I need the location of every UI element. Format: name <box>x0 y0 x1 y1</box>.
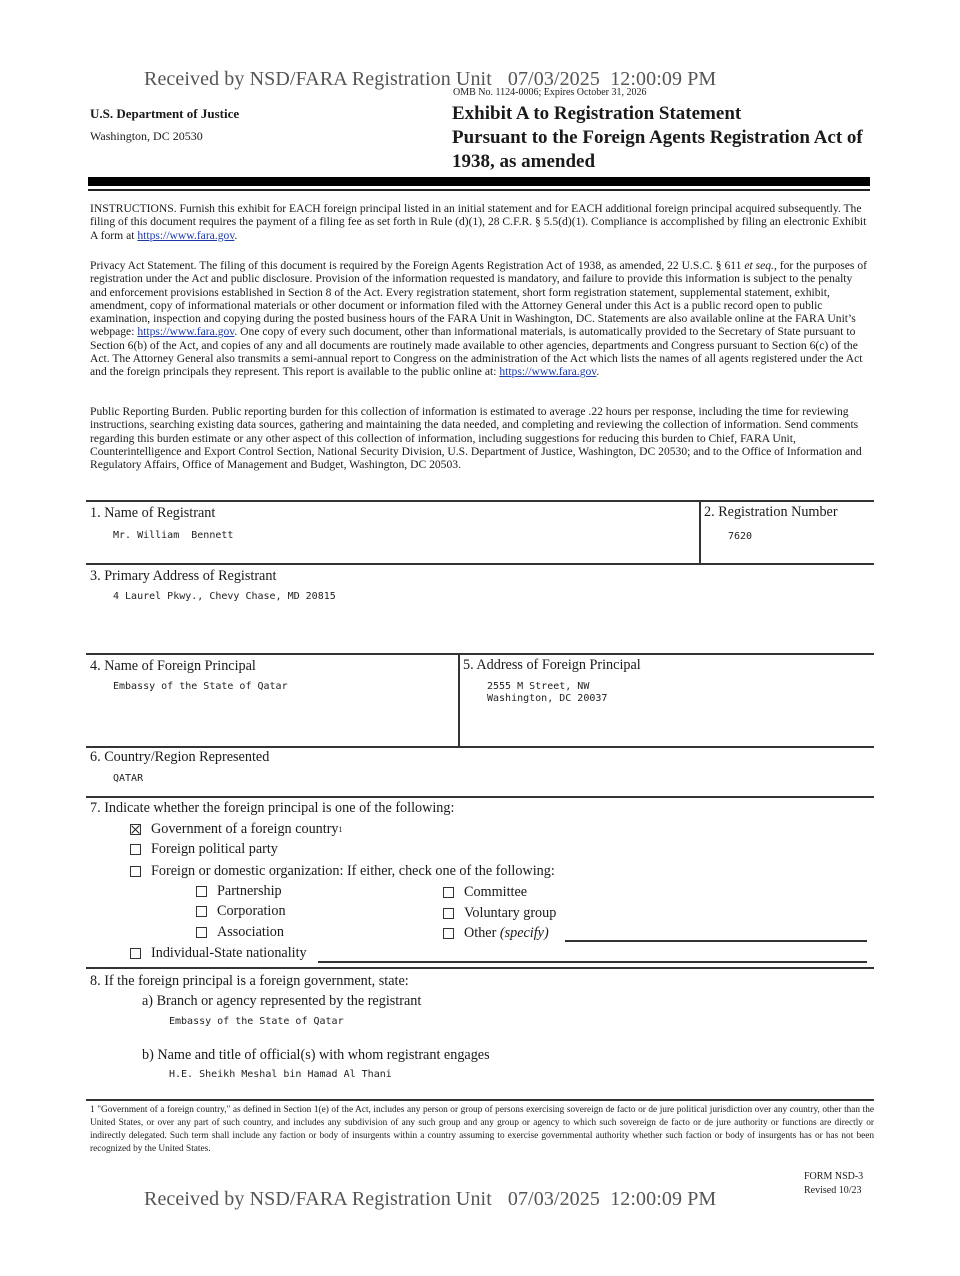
checkbox-icon[interactable] <box>443 908 454 919</box>
privacy-text-2: , for the purposes of registration under the Act and public disclosure. Provision of the information requested is mandatory, and failure to provide this information is subject to the penalty and enforcement provisions established in Section 8 of the Act. Every registration statement, short form registration statement, supplemental statement, exhibit, amendment, copy of informational materials or other document or information filed with the Attorney General under this Act is a public record open to public examination, inspection and copying during the posted business hours of the FARA Unit in Washington, DC. Statements are also available online at the FARA Unit’s webpage: <box>90 259 867 339</box>
branch-agency-field[interactable]: Embassy of the State of Qatar <box>169 1016 344 1027</box>
section-divider <box>86 796 874 798</box>
header-divider-thin <box>88 189 870 191</box>
country-field[interactable]: QATAR <box>113 773 144 784</box>
checkbox-icon[interactable] <box>196 906 207 917</box>
stamp-text: Received by NSD/FARA Registration Unit <box>144 1188 492 1210</box>
section-divider <box>86 746 874 748</box>
fara-link[interactable]: https://www.fara.gov <box>137 325 235 339</box>
title-line-1: Exhibit A to Registration Statement <box>452 103 742 124</box>
section-7-label: 7. Indicate whether the foreign principal is one of the following: <box>90 800 455 816</box>
option-label: Individual-State nationality <box>151 945 307 961</box>
omb-number: OMB No. 1124-0006; Expires October 31, 2026 <box>453 87 647 98</box>
option-political-party[interactable] <box>130 841 278 858</box>
registrant-name-field[interactable]: Mr. William Bennett <box>113 530 234 541</box>
option-label: Partnership <box>217 883 282 899</box>
registrant-address-field[interactable]: 4 Laurel Pkwy., Chevy Chase, MD 20815 <box>113 591 336 602</box>
fara-link[interactable]: https://www.fara.gov <box>137 228 235 242</box>
other-specify-input[interactable] <box>565 940 867 942</box>
title-line-3: 1938, as amended <box>452 151 596 172</box>
privacy-end: . <box>596 365 600 379</box>
privacy-paragraph <box>90 259 870 379</box>
section-divider <box>86 563 874 565</box>
option-organization[interactable] <box>130 863 555 880</box>
burden-paragraph: Public Reporting Burden. Public reporting burden for this collection of information is estimated to average .22 hours per response, including the time for reviewing instructions, searching existing data sources, gathering and maintaining the data needed, and completing and reviewing the collection of information. Send comments regarding this burden estimate or any other aspect of this collection of information, including suggestions for reducing this burden to Chief, FARA Unit, Counterintelligence and Export Control Section, National Security Division, U.S. Department of Justice, Washington, DC 20530; and to the Office of Information and Regulatory Affairs, Office of Management and Budget, Washington, DC 20503. <box>90 405 862 472</box>
foreign-principal-name-label: 4. Name of Foreign Principal <box>90 658 256 674</box>
checkbox-icon[interactable] <box>130 948 141 959</box>
form-id <box>804 1170 863 1198</box>
foreign-principal-name-field[interactable]: Embassy of the State of Qatar <box>113 681 288 692</box>
option-corporation[interactable] <box>196 903 286 920</box>
section-8-label: 8. If the foreign principal is a foreign government, state: <box>90 973 409 989</box>
section-divider <box>86 500 874 502</box>
checkbox-checked-icon[interactable] <box>130 824 141 835</box>
option-label: Other <box>464 925 497 941</box>
column-divider <box>458 653 460 747</box>
option-label: Committee <box>464 884 528 900</box>
official-name-label: b) Name and title of official(s) with whom registrant engages <box>142 1047 490 1063</box>
footnote-ref: 1 <box>338 825 343 834</box>
stamp-date: 07/03/2025 <box>507 1188 600 1210</box>
registrant-address-label: 3. Primary Address of Registrant <box>90 568 277 584</box>
section-divider <box>86 653 874 655</box>
foreign-principal-address-label: 5. Address of Foreign Principal <box>463 657 641 673</box>
option-label: Government of a foreign country <box>151 821 339 837</box>
footnote: 1 "Government of a foreign country," as defined in Section 1(e) of the Act, includes any person or group of persons exercising sovereign de facto or de jure political jurisdiction over any country, other than the United States, or over any part of such country, and includes any subdivision of any such group and any group or agency to which such sovereign de facto or de jure authority or functions are directly or indirectly delegated. Such term shall include any faction or body of insurgents within a country assuming to exercise governmental authority whether such faction or body of insurgents has or has not been recognized by the United States. <box>90 1105 874 1154</box>
branch-agency-label: a) Branch or agency represented by the registrant <box>142 993 422 1009</box>
footnote-divider <box>86 1099 874 1101</box>
instructions-text: INSTRUCTIONS. Furnish this exhibit for EACH foreign principal listed in an initial statement and for EACH additional foreign principal acquired subsequently. The filing of this document requires the payment of a filing fee as set forth in Rule (d)(1), 28 C.F.R. § 5.5(d)(1). Compliance is accomplished by filing an electronic Exhibit A form at <box>90 202 867 242</box>
option-label-italic: (specify) <box>499 925 549 941</box>
stamp-date: 07/03/2025 <box>507 68 600 90</box>
form-revision: Revised 10/23 <box>804 1185 862 1196</box>
option-government[interactable] <box>130 821 343 838</box>
option-voluntary-group[interactable] <box>443 905 556 922</box>
checkbox-icon[interactable] <box>443 928 454 939</box>
checkbox-icon[interactable] <box>130 866 141 877</box>
instructions-paragraph <box>90 202 870 242</box>
option-partnership[interactable] <box>196 883 282 900</box>
option-individual[interactable] <box>130 945 307 962</box>
fara-link[interactable]: https://www.fara.gov <box>499 365 597 379</box>
official-name-field[interactable]: H.E. Sheikh Meshal bin Hamad Al Thani <box>169 1069 392 1080</box>
checkbox-icon[interactable] <box>196 927 207 938</box>
nationality-input[interactable] <box>318 961 867 963</box>
checkbox-icon[interactable] <box>196 886 207 897</box>
option-label: Foreign political party <box>151 841 278 857</box>
section-divider <box>86 967 874 969</box>
registration-number-label: 2. Registration Number <box>704 504 838 520</box>
checkbox-icon[interactable] <box>443 887 454 898</box>
privacy-text-1: Privacy Act Statement. The filing of this document is required by the Foreign Agents Registration Act of 1938, as amended, 22 U.S.C. § 611 <box>90 259 745 272</box>
stamp-time: 12:00:09 PM <box>610 68 717 90</box>
instructions-end: . <box>234 228 238 242</box>
title-line-2: Pursuant to the Foreign Agents Registration Act of <box>452 127 863 148</box>
address-line-1: 2555 M Street, NW <box>487 681 590 692</box>
country-label: 6. Country/Region Represented <box>90 749 270 765</box>
option-association[interactable] <box>196 924 284 941</box>
form-number: FORM NSD-3 <box>804 1171 864 1182</box>
registrant-name-label: 1. Name of Registrant <box>90 505 216 521</box>
stamp-text: Received by NSD/FARA Registration Unit <box>144 68 492 90</box>
agency-address: Washington, DC 20530 <box>90 129 203 143</box>
option-label: Association <box>217 924 284 940</box>
privacy-italic: et seq. <box>744 259 774 272</box>
privacy-text-3: . One copy of every such document, other than informational materials, is automatically provided to the Secretary of State pursuant to Section 6(b) of the Act, and copies of any and all documents are routinely made available to other agencies, departments and Congress pursuant to Section 6(c) of the Act. The Attorney General also transmits a semi-annual report to Congress on the administration of the Act which lists the names of all agents registered under the Act and the foreign principals they represent. This report is available to the public online at: <box>90 325 863 379</box>
stamp-time: 12:00:09 PM <box>610 1188 717 1210</box>
option-label: Corporation <box>217 903 286 919</box>
option-committee[interactable] <box>443 884 527 901</box>
address-line-2: Washington, DC 20037 <box>487 693 608 704</box>
foreign-principal-address-field[interactable] <box>487 681 607 704</box>
received-stamp-bottom <box>144 1188 716 1211</box>
option-other[interactable] <box>443 925 549 942</box>
agency-name: U.S. Department of Justice <box>90 106 240 121</box>
option-label: Foreign or domestic organization: If either, check one of the following: <box>151 863 555 879</box>
registration-number-field[interactable]: 7620 <box>728 531 753 542</box>
checkbox-icon[interactable] <box>130 844 141 855</box>
option-label: Voluntary group <box>464 905 557 921</box>
column-divider <box>699 500 701 564</box>
header-divider-thick <box>88 177 870 186</box>
page-title <box>452 102 882 174</box>
